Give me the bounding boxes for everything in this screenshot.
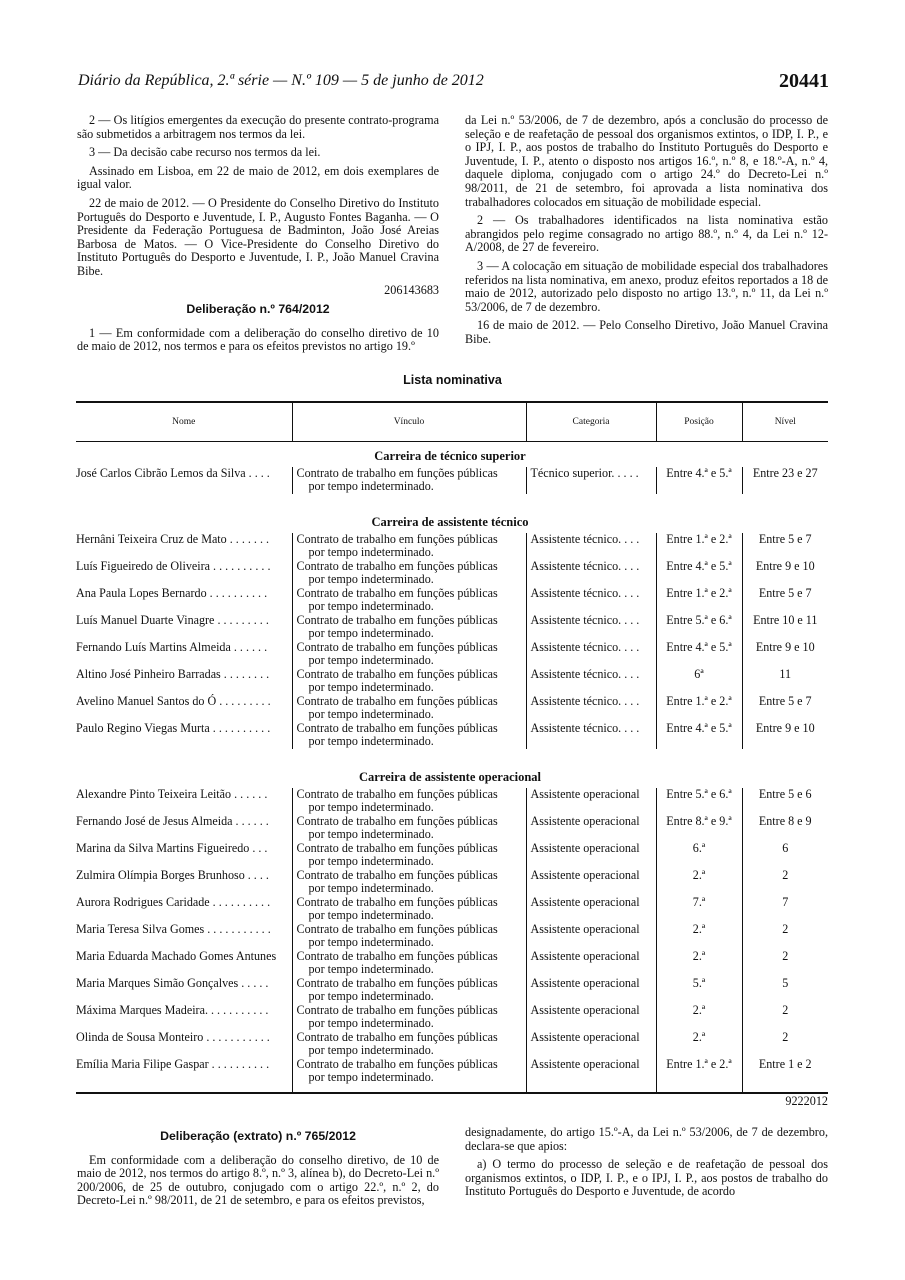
column-header: Nome [76,402,292,442]
career-section-title: Carreira de assistente técnico [371,514,529,529]
table-row [76,1004,828,1031]
table-row [76,614,828,641]
cell-nivel: 5 [742,977,828,1004]
signature-paragraph: 22 de maio de 2012. — O Presidente do Conselho Diretivo do Instituto Português do Desporto e Juventude, I. P., Augusto Fontes Baganha. — O Presidente da Federação Portuguesa de Badminton, João José Areias Barbosa de Matos. — O Vice-Presidente do Conselho Diretivo do Instituto Português do Desporto e Juventude, I. P., João Manuel Cravina Bibe. [77,195,439,278]
cell-categoria: Assistente técnico. . . . [526,614,656,641]
cell-posicao: Entre 4.ª e 5.ª [656,560,742,587]
cell-nivel: Entre 5 e 7 [742,695,828,722]
vinculo-line: Contrato de trabalho em funções públicas [296,1003,498,1017]
column-header: Posição [656,402,742,442]
cell-vinculo [292,722,526,749]
section-heading: Deliberação n.º 764/2012 [186,302,330,317]
section-heading: Deliberação (extrato) n.º 765/2012 [160,1129,356,1143]
table-row [76,923,828,950]
cell-categoria: Assistente técnico. . . . [526,533,656,560]
vinculo-line: Contrato de trabalho em funções públicas [296,613,498,627]
vinculo-line: por tempo indeterminado. [308,626,434,641]
cell-nome: Alexandre Pinto Teixeira Leitão . . . . . . [76,787,268,801]
cell-nivel: 2 [742,923,828,950]
cell-posicao: 2.ª [656,923,742,950]
vinculo-line: por tempo indeterminado. [308,881,434,896]
table-row [76,1058,828,1093]
cell-nome: Aurora Rodrigues Caridade . . . . . . . . . . [76,895,271,909]
vinculo-line: Contrato de trabalho em funções públicas [296,895,498,909]
cell-vinculo [292,587,526,614]
header-title: Diário da República, 2.ª série — N.º 109 — 5 de junho de 2012 [78,72,484,89]
cell-vinculo [292,668,526,695]
vinculo-line: por tempo indeterminado. [308,680,434,695]
cell-categoria: Assistente operacional [526,1004,656,1031]
cell-nome: Marina da Silva Martins Figueiredo . . . [76,841,268,855]
cell-nome: Fernando José de Jesus Almeida . . . . . . [76,814,269,828]
vinculo-line: por tempo indeterminado. [308,989,434,1004]
cell-nome: Maria Marques Simão Gonçalves . . . . . [76,976,269,990]
vinculo-line: por tempo indeterminado. [308,935,434,950]
vinculo-line: Contrato de trabalho em funções públicas [296,721,498,735]
cell-vinculo [292,533,526,560]
cell-nivel: Entre 9 e 10 [742,722,828,749]
vinculo-line: Contrato de trabalho em funções públicas [296,532,498,546]
cell-posicao: Entre 4.ª e 5.ª [656,722,742,749]
cell-categoria: Assistente técnico. . . . [526,587,656,614]
column-header: Categoria [526,402,656,442]
cell-nome: Luís Figueiredo de Oliveira . . . . . . . . . . [76,559,271,573]
cell-vinculo [292,614,526,641]
table-row [76,641,828,668]
cell-nivel: Entre 9 e 10 [742,641,828,668]
cell-categoria: Técnico superior. . . . . [526,467,656,494]
table-row [76,815,828,842]
cell-posicao: Entre 5.ª e 6.ª [656,614,742,641]
cell-nivel: Entre 8 e 9 [742,815,828,842]
paragraph: Em conformidade com a deliberação do conselho diretivo, de 10 de maio de 2012, nos termos do artigo 8.º, n.º 3, alínea b), do Decreto-Lei n.º 200/2006, de 25 de outubro, conjugado com o artigo 22.º, n.º 2, do Decreto-Lei n.º 98/2011, de 21 de setembro, e para os efeitos previstos, [77,1152,439,1208]
bottom-right-column [465,1126,828,1204]
bottom-left-column [77,1126,439,1213]
cell-nome: Maria Teresa Silva Gomes . . . . . . . . . . . [76,922,271,936]
cell-posicao: Entre 4.ª e 5.ª [656,467,742,494]
vinculo-line: por tempo indeterminado. [308,707,434,722]
cell-posicao: 6.ª [656,842,742,869]
cell-nome: Olinda de Sousa Monteiro . . . . . . . . . . . [76,1030,270,1044]
cell-categoria: Assistente técnico. . . . [526,695,656,722]
cell-posicao: 7.ª [656,896,742,923]
career-section-title: Carreira de assistente operacional [358,769,542,784]
cell-categoria: Assistente operacional [526,1031,656,1058]
cell-nome: Fernando Luís Martins Almeida . . . . . . [76,640,268,654]
cell-nome: Maria Eduarda Machado Gomes Antunes [76,949,277,963]
cell-categoria: Assistente operacional [526,815,656,842]
table-row [76,977,828,1004]
cell-posicao: 2.ª [656,869,742,896]
vinculo-line: Contrato de trabalho em funções públicas [296,466,498,480]
cell-categoria: Assistente técnico. . . . [526,641,656,668]
cell-categoria: Assistente técnico. . . . [526,722,656,749]
vinculo-line: Contrato de trabalho em funções públicas [296,814,498,828]
table-row [76,668,828,695]
left-column [77,114,439,359]
cell-categoria: Assistente técnico. . . . [526,668,656,695]
vinculo-line: por tempo indeterminado. [308,545,434,560]
cell-nivel: 2 [742,950,828,977]
paragraph: Assinado em Lisboa, em 22 de maio de 2012, em dois exemplares de igual valor. [77,163,439,192]
table-row [76,788,828,815]
cell-nome: Ana Paula Lopes Bernardo . . . . . . . . . . [76,586,268,600]
paragraph: designadamente, do artigo 15.º-A, da Lei n.º 53/2006, de 7 de dezembro, declara-se que apios: [465,1125,828,1153]
cell-nivel: 11 [742,668,828,695]
reference-number: 9222012 [785,1094,828,1108]
cell-categoria: Assistente operacional [526,788,656,815]
cell-posicao: Entre 1.ª e 2.ª [656,587,742,614]
cell-vinculo [292,977,526,1004]
cell-vinculo [292,695,526,722]
cell-posicao: 6ª [656,668,742,695]
cell-nivel: Entre 1 e 2 [742,1058,828,1093]
cell-posicao: Entre 8.ª e 9.ª [656,815,742,842]
cell-categoria: Assistente operacional [526,1058,656,1093]
cell-nivel: 6 [742,842,828,869]
page-number: 20441 [779,70,829,92]
cell-posicao: Entre 1.ª e 2.ª [656,1058,742,1093]
vinculo-line: por tempo indeterminado. [308,962,434,977]
cell-nome: Paulo Regino Viegas Murta . . . . . . . . . . [76,721,271,735]
cell-vinculo [292,869,526,896]
cell-categoria: Assistente técnico. . . . [526,560,656,587]
signature-paragraph: 16 de maio de 2012. — Pelo Conselho Diretivo, João Manuel Cravina Bibe. [465,318,828,346]
cell-categoria: Assistente operacional [526,896,656,923]
vinculo-line: Contrato de trabalho em funções públicas [296,1057,498,1071]
vinculo-line: Contrato de trabalho em funções públicas [296,694,498,708]
table-row [76,722,828,749]
cell-posicao: 2.ª [656,1004,742,1031]
cell-posicao: 2.ª [656,950,742,977]
vinculo-line: Contrato de trabalho em funções públicas [296,922,498,936]
table-row [76,587,828,614]
cell-posicao: Entre 1.ª e 2.ª [656,695,742,722]
reference-number: 206143683 [384,282,439,297]
vinculo-line: por tempo indeterminado. [308,908,434,923]
cell-posicao: Entre 5.ª e 6.ª [656,788,742,815]
cell-nivel: Entre 9 e 10 [742,560,828,587]
paragraph: 3 — A colocação em situação de mobilidade especial dos trabalhadores referidos na lista nominativa, em anexo, produz efeitos reportados a 18 de maio de 2012, autorizado pelo disposto no artigo 13.º, n.º 11, da Lei n.º 53/2006, de 7 de dezembro. [465,258,828,314]
vinculo-line: por tempo indeterminado. [308,734,434,749]
cell-vinculo [292,467,526,494]
paragraph: 3 — Da decisão cabe recurso nos termos da lei. [89,145,321,160]
cell-nome: Altino José Pinheiro Barradas . . . . . . . . [76,667,270,681]
column-header: Vínculo [292,402,526,442]
cell-vinculo [292,1031,526,1058]
cell-nome: Máxima Marques Madeira. . . . . . . . . . . [76,1003,269,1017]
cell-nivel: 2 [742,1031,828,1058]
vinculo-line: por tempo indeterminado. [308,653,434,668]
cell-nivel: Entre 10 e 11 [742,614,828,641]
cell-categoria: Assistente operacional [526,869,656,896]
cell-nome: Avelino Manuel Santos do Ó . . . . . . . . . [76,694,271,708]
table-row [76,533,828,560]
table-row [76,842,828,869]
cell-vinculo [292,1004,526,1031]
cell-posicao: 2.ª [656,1031,742,1058]
vinculo-line: Contrato de trabalho em funções públicas [296,976,498,990]
vinculo-line: Contrato de trabalho em funções públicas [296,559,498,573]
table-row [76,467,828,494]
cell-vinculo [292,560,526,587]
vinculo-line: por tempo indeterminado. [308,1070,434,1085]
paragraph: 1 — Em conformidade com a deliberação do conselho diretivo de 10 de maio de 2012, nos termos e para os efeitos previstos no artigo 19.º [77,325,439,354]
cell-posicao: Entre 1.ª e 2.ª [656,533,742,560]
vinculo-line: Contrato de trabalho em funções públicas [296,841,498,855]
cell-categoria: Assistente operacional [526,950,656,977]
spacer [76,494,828,508]
cell-nivel: 7 [742,896,828,923]
vinculo-line: por tempo indeterminado. [308,479,434,494]
vinculo-line: por tempo indeterminado. [308,572,434,587]
vinculo-line: Contrato de trabalho em funções públicas [296,868,498,882]
vinculo-line: por tempo indeterminado. [308,854,434,869]
vinculo-line: por tempo indeterminado. [308,599,434,614]
paragraph: da Lei n.º 53/2006, de 7 de dezembro, após a conclusão do processo de seleção e de reafetação de pessoal dos organismos extintos, o IDP, I. P., e o IPJ, I. P., aos postos de trabalho do Instituto Português do Desporto e Juventude, I. P., atento o disposto nos artigos 16.º, n.º 8, e 18.º-A, n.º 4, daquele diploma, conjugado com o artigo 24.º do Decreto-Lei n.º 98/2011, de 21 de setembro, foi aprovada a lista nominativa dos trabalhadores colocados em situação de mobilidade especial. [465,113,828,209]
column-header: Nível [742,402,828,442]
paragraph: 2 — Os litígios emergentes da execução do presente contrato-programa são submetidos a arbitragem nos termos da lei. [77,113,439,141]
cell-categoria: Assistente operacional [526,977,656,1004]
vinculo-line: Contrato de trabalho em funções públicas [296,586,498,600]
cell-categoria: Assistente operacional [526,842,656,869]
vinculo-line: por tempo indeterminado. [308,1016,434,1031]
table-row [76,950,828,977]
cell-nome: José Carlos Cibrão Lemos da Silva . . . . [76,466,270,480]
table-row [76,1031,828,1058]
vinculo-line: Contrato de trabalho em funções públicas [296,949,498,963]
cell-categoria: Assistente operacional [526,923,656,950]
cell-nivel: Entre 5 e 7 [742,587,828,614]
cell-vinculo [292,950,526,977]
vinculo-line: por tempo indeterminado. [308,827,434,842]
paragraph: 2 — Os trabalhadores identificados na lista nominativa estão abrangidos pelo regime consagrado no artigo 88.º, n.º 4, da Lei n.º 12-A/2008, de 27 de fevereiro. [465,213,828,255]
cell-nivel: Entre 23 e 27 [742,467,828,494]
table-row [76,896,828,923]
cell-vinculo [292,1058,526,1093]
cell-nome: Emília Maria Filipe Gaspar . . . . . . . . . . [76,1057,270,1071]
vinculo-line: por tempo indeterminado. [308,800,434,815]
vinculo-line: por tempo indeterminado. [308,1043,434,1058]
table-row [76,869,828,896]
cell-posicao: 5.ª [656,977,742,1004]
nominative-list-table [76,401,828,1094]
right-column [465,114,828,352]
cell-vinculo [292,842,526,869]
list-title: Lista nominativa [403,373,502,387]
vinculo-line: Contrato de trabalho em funções públicas [296,1030,498,1044]
career-section-title: Carreira de técnico superior [374,448,526,463]
cell-vinculo [292,641,526,668]
cell-nivel: Entre 5 e 6 [742,788,828,815]
cell-vinculo [292,815,526,842]
cell-vinculo [292,788,526,815]
cell-nivel: Entre 5 e 7 [742,533,828,560]
cell-vinculo [292,896,526,923]
vinculo-line: Contrato de trabalho em funções públicas [296,787,498,801]
spacer [76,749,828,763]
cell-posicao: Entre 4.ª e 5.ª [656,641,742,668]
paragraph: a) O termo do processo de seleção e de reafetação de pessoal dos organismos extintos, o IDP, I. P., e o IPJ, I. P., aos postos de trabalho do Instituto Português do Desporto e Juventude, de acordo [465,1157,828,1199]
cell-vinculo [292,923,526,950]
table-row [76,560,828,587]
cell-nivel: 2 [742,869,828,896]
cell-nome: Zulmira Olímpia Borges Brunhoso . . . . [76,868,269,882]
table-row [76,695,828,722]
vinculo-line: Contrato de trabalho em funções públicas [296,667,498,681]
cell-nivel: 2 [742,1004,828,1031]
cell-nome: Hernâni Teixeira Cruz de Mato . . . . . . . [76,532,270,546]
vinculo-line: Contrato de trabalho em funções públicas [296,640,498,654]
cell-nome: Luís Manuel Duarte Vinagre . . . . . . . . . [76,613,269,627]
